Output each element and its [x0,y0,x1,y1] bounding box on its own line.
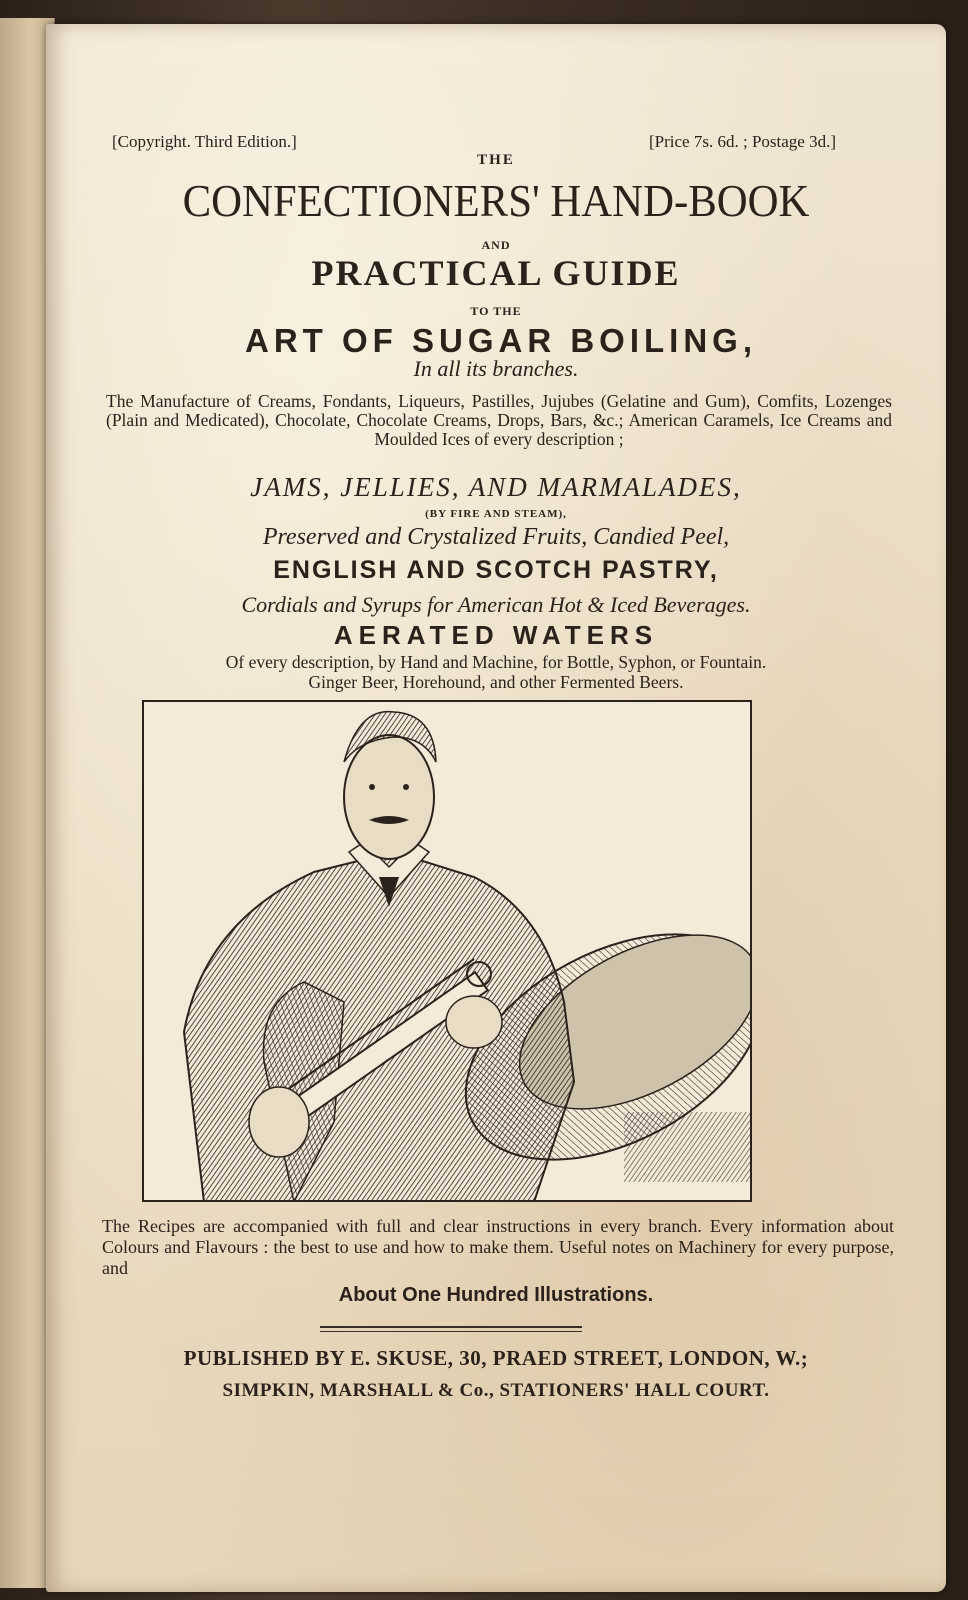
page-content [46,24,946,1592]
pastry-heading: ENGLISH AND SCOTCH PASTRY, [273,556,719,584]
aerated-waters-heading: AERATED WATERS [333,620,659,650]
copyright-note: [Copyright. Third Edition.] [112,132,297,151]
manufacture-paragraph: The Manufacture of Creams, Fondants, Liqueurs, Pastilles, Jujubes (Gelatine and Gum), Comfits, Lozenges (Plain and Medicated), Chocolate, Chocolate Creams, Drops, Bars, &c.; American Caramels, Ice Creams and Moulded Ices of every description ; [106,391,892,449]
price-note: [Price 7s. 6d. ; Postage 3d.] [649,132,836,151]
publisher-line: PUBLISHED BY E. SKUSE, 30, PRAED STREET, LONDON, W.; [183,1346,809,1370]
illustrations-note: About One Hundred Illustrations. [338,1284,654,1306]
practical-guide-heading: PRACTICAL GUIDE [311,253,681,293]
aerated-description-line-2: Ginger Beer, Horehound, and other Fermented Beers. [308,672,684,692]
fire-steam-note: (BY FIRE AND STEAM), [425,508,567,520]
man-figure [184,712,574,1200]
divider-rule [320,1326,582,1328]
aerated-description-line-1: Of every description, by Hand and Machine, for Bottle, Syphon, or Fountain. [225,652,767,672]
header-line [112,132,836,152]
title-the: THE [477,152,515,168]
title-to-the: TO THE [470,304,522,318]
divider-rule-thin [320,1331,582,1332]
book-page [46,24,946,1592]
aerated-description [86,652,906,692]
sugar-boiling-heading: ART OF SUGAR BOILING, [245,322,757,359]
preserved-line: Preserved and Crystalized Fruits, Candied Peel, [262,524,730,550]
recipes-paragraph: The Recipes are accompanied with full and clear instructions in every branch. Every information about Colours and Flavours : the best to use and how to make them. Useful notes on Machinery for every purpose, and [102,1216,894,1278]
title-and: AND [481,238,511,252]
main-title: CONFECTIONERS' HAND-BOOK [182,175,810,226]
engraving-illustration [142,700,752,1202]
distributor-line: SIMPKIN, MARSHALL & Co., STATIONERS' HALL COURT. [222,1380,770,1401]
jams-heading: JAMS, JELLIES, AND MARMALADES, [250,472,742,502]
branches-subtitle: In all its branches. [413,356,579,381]
man-with-thermometer-engraving [144,702,750,1200]
cordials-line: Cordials and Syrups for American Hot & Iced Beverages. [241,592,751,617]
